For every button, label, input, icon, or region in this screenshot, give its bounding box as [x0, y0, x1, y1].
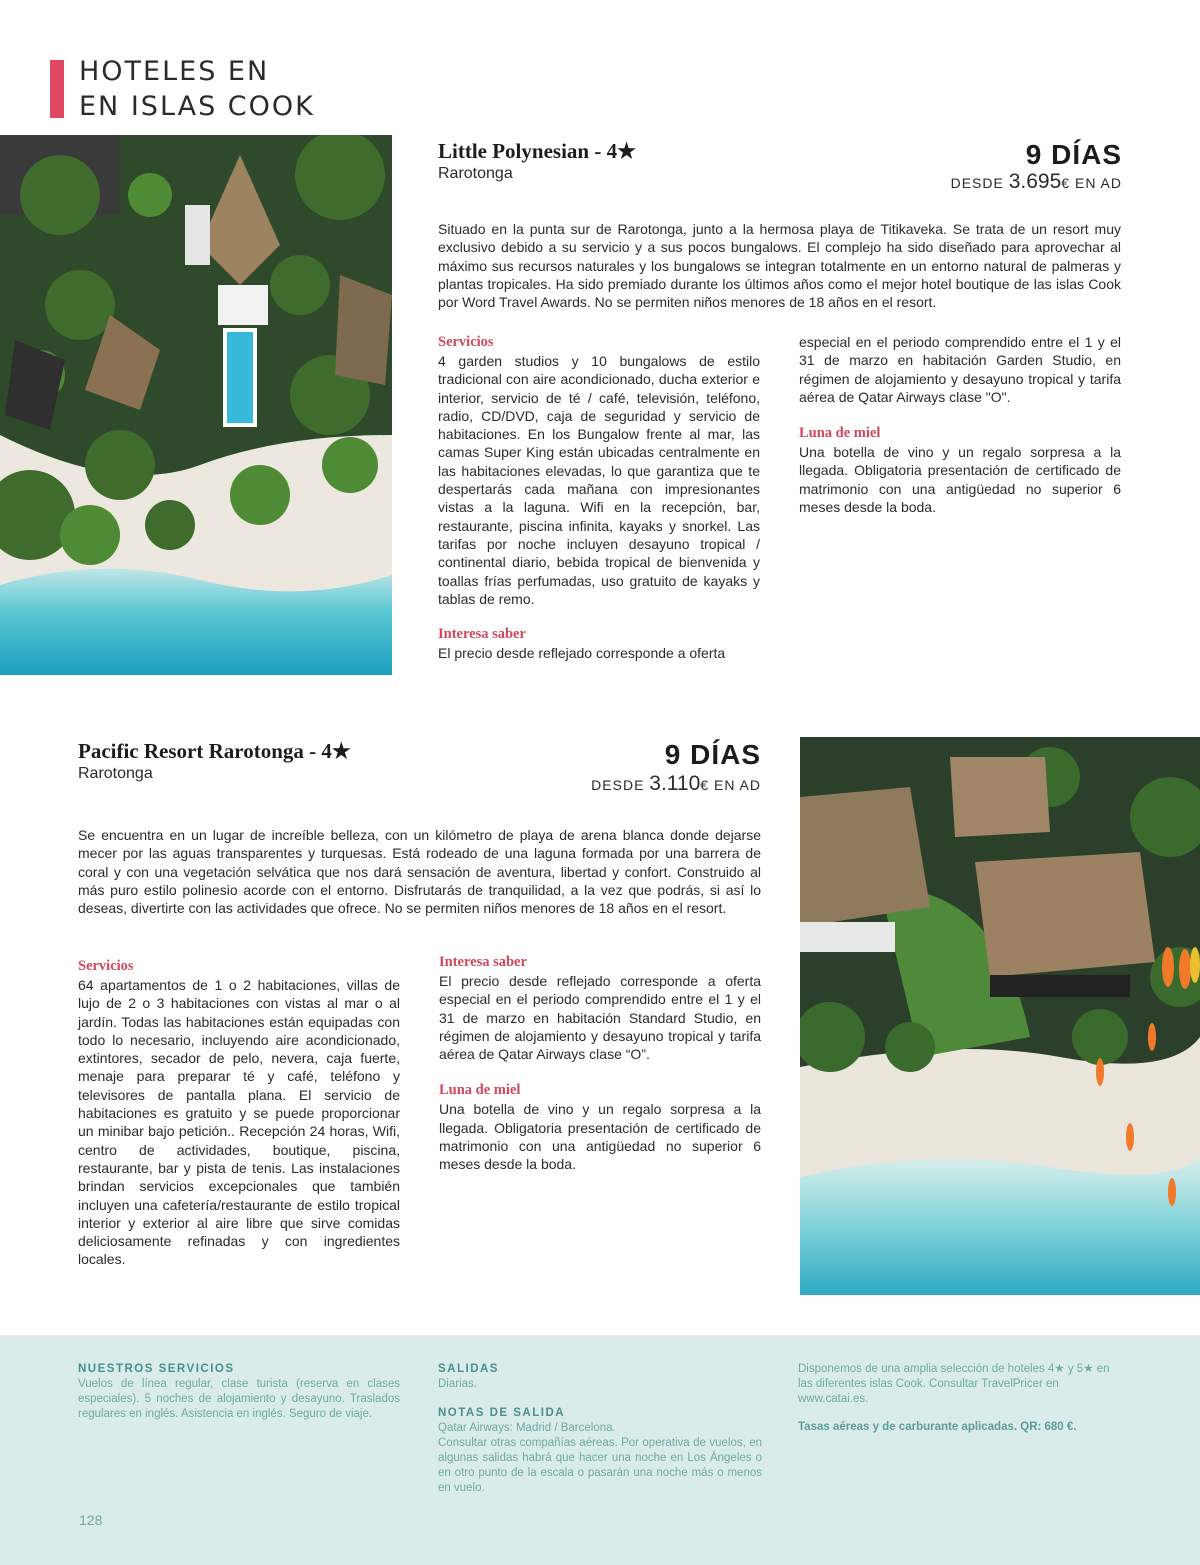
hotel-1-servicios-text: 4 garden studios y 10 bungalows de estilo tradicional con aire acondicionado, ducha exterior e interior, servicio de té / café, televisión, teléfono, radio, CD/DVD, caja de seguridad y servicio de habitaciones. En los Bungalow frente al mar, las camas Super King están ubicadas centralmente en las habitaciones elevadas, lo que garantiza que te despertarás cada mañana con impresionantes vistas a la laguna. Wifi en la recepción, bar, restaurante, piscina infinita, kayaks y snorkel. Las tarifas por noche incluyen desayuno tropical / continental diario, bebida tropical de bienvenida y toallas frías perfumadas, uso gratuito de kayaks y tablas de remo.	[438, 353, 760, 607]
hotel-1-description: Situado en la punta sur de Rarotonga, junto a la hermosa playa de Titikaveka. Se trata de un resort muy exclusivo debido a su servicio y a sus pocos bungalows. El complejo ha sido diseñado para aprovechar al máximo sus recursos naturales y los bungalows se integran totalmente en un entorno natural de palmeras y plantas tropicales. Ha sido premiado durante los últimos años como el mejor hotel boutique de las islas Cook por Word Travel Awards. No se permiten niños menores de 18 años en el resort.	[438, 221, 1121, 311]
hotel-2-price-suffix: EN AD	[709, 777, 761, 793]
hotel-1-servicios-heading: Servicios	[438, 334, 494, 350]
hotel-1-location: Rarotonga	[438, 165, 513, 182]
hotel-1-column-left	[438, 333, 760, 662]
footer-notas-heading: NOTAS DE SALIDA	[438, 1407, 566, 1419]
hotel-1-column-right	[799, 333, 1121, 516]
hotel-1-price-suffix: EN AD	[1070, 175, 1122, 191]
hotel-1-currency: €	[1061, 175, 1071, 191]
hotel-2-interesa-text: El precio desde reflejado corresponde a oferta especial en el periodo comprendido entre el 1 y el 31 de marzo en habitación Standard Studio, en régimen de alojamiento y desayuno tropical y tarifa aérea de Qatar Airways clase “O”.	[439, 973, 761, 1063]
footer-nuestros-servicios	[78, 1362, 400, 1422]
hotel-2-price-amount: 3.110	[649, 772, 701, 795]
hotel-2-column-right	[439, 953, 761, 1174]
hotel-2-days: 9 DÍAS	[664, 739, 761, 770]
hotel-2-luna-heading: Luna de miel	[439, 1082, 521, 1099]
hotel-2-interesa-heading: Interesa saber	[439, 954, 527, 970]
page-title	[79, 54, 315, 124]
hotel-1-luna-heading: Luna de miel	[799, 425, 881, 442]
hotel-1-interesa-text-b: especial en el periodo comprendido entre el 1 y el 31 de marzo en habitación Garden Studio, en régimen de alojamiento y desayuno tropical y tarifa aérea de Qatar Airways clase "O".	[799, 334, 1121, 405]
hotel-1-name: Little Polynesian - 4★	[438, 139, 636, 163]
footer-tasas-text: Tasas aéreas y de carburante aplicadas. QR: 680 €.	[798, 1421, 1077, 1433]
hotel-2-luna-text: Una botella de vino y un regalo sorpresa a la llegada. Obligatoria presentación de certificado de matrimonio con una antigüedad no superior 6 meses desde la boda.	[439, 1101, 761, 1173]
hotel-2-price	[591, 772, 761, 796]
footer-info-text: Disponemos de una amplia selección de hoteles 4★ y 5★ en las diferentes islas Cook. Consultar TravelPricer en www.catai.es.	[798, 1363, 1110, 1405]
footer-salidas	[438, 1362, 762, 1496]
page-title-line-2: EN ISLAS COOK	[79, 91, 315, 122]
hotel-2-location: Rarotonga	[78, 765, 153, 782]
hotel-2-currency: €	[700, 777, 710, 793]
hotel-1-price-prefix: DESDE	[950, 175, 1009, 191]
page-number: 128	[79, 1512, 103, 1528]
hotel-1-price-amount: 3.695	[1008, 170, 1062, 193]
hotel-2-description: Se encuentra en un lugar de increíble belleza, con un kilómetro de playa de arena blanca donde dejarse mecer por las aguas transparentes y turquesas. Está rodeado de una laguna formada por una barrera de coral y con una vegetación selvática que nos dará sensación de aventura, libertad y confort. Construido al más puro estilo polinesio acorde con el entorno. Disfrutarás de tranquilidad, a la vez que podrás, si así lo deseas, divertirte con las actividades que ofrece. No se permiten niños menores de 18 años en el resort.	[78, 827, 761, 917]
hotel-1-interesa-text-a: El precio desde reflejado corresponde a oferta	[438, 645, 726, 662]
hotel-2-servicios-text: 64 apartamentos de 1 o 2 habitaciones, villas de lujo de 2 o 3 habitaciones con vistas al mar o al jardín. Todas las habitaciones están equipadas con todo lo necesario, incluyendo aire acondicionado, extintores, secador de pelo, nevera, caja fuerte, menaje para preparar té y café, teléfono y televisores de pantalla plana. El servicio de habitaciones es gratuito y se puede proporcionar un minibar bajo petición.. Recepción 24 horas, Wifi, centro de actividades, boutique, piscina, restaurante, bar y pista de tenis. Las instalaciones brindan servicios excepcionales que también incluyen una cafetería/restaurante de estilo tropical interior y exterior al aire libre que sirve comidas deliciosamente refinadas y con ingredientes locales.	[78, 977, 400, 1268]
footer-nuestros-heading: NUESTROS SERVICIOS	[78, 1363, 235, 1375]
little-polynesian-photo	[0, 135, 392, 675]
hotel-2-price-prefix: DESDE	[591, 777, 650, 793]
hotel-1-luna-text: Una botella de vino y un regalo sorpresa a la llegada. Obligatoria presentación de certificado de matrimonio con una antigüedad no superior 6 meses desde la boda.	[799, 444, 1121, 516]
hotel-2-column-left	[78, 957, 400, 1269]
footer-notas-text-1: Qatar Airways: Madrid / Barcelona.	[438, 1422, 616, 1434]
footer-info	[798, 1362, 1120, 1435]
title-accent-bar	[50, 60, 64, 118]
page-title-line-1: HOTELES EN	[79, 56, 270, 87]
hotel-1-price	[951, 170, 1122, 194]
hotel-1-interesa-heading: Interesa saber	[438, 626, 526, 643]
hotel-1-days: 9 DÍAS	[1025, 139, 1122, 170]
footer-salidas-text: Diarias.	[438, 1378, 477, 1390]
footer-nuestros-text: Vuelos de línea regular, clase turista (reserva en clases especiales). 5 noches de alojamiento y desayuno. Traslados regulares en inglés. Asistencia en inglés. Seguro de viaje.	[78, 1378, 400, 1420]
hotel-2-name: Pacific Resort Rarotonga - 4★	[78, 739, 351, 763]
hotel-2-servicios-heading: Servicios	[78, 958, 134, 974]
footer-notas-text-2: Consultar otras compañías aéreas. Por operativa de vuelos, en algunas salidas habrá que hacer una noche en Los Ángeles o en otro punto de la escala o pasarán una noche más o menos en vuelo.	[438, 1437, 762, 1494]
pacific-resort-photo	[800, 737, 1200, 1295]
footer-salidas-heading: SALIDAS	[438, 1363, 499, 1375]
